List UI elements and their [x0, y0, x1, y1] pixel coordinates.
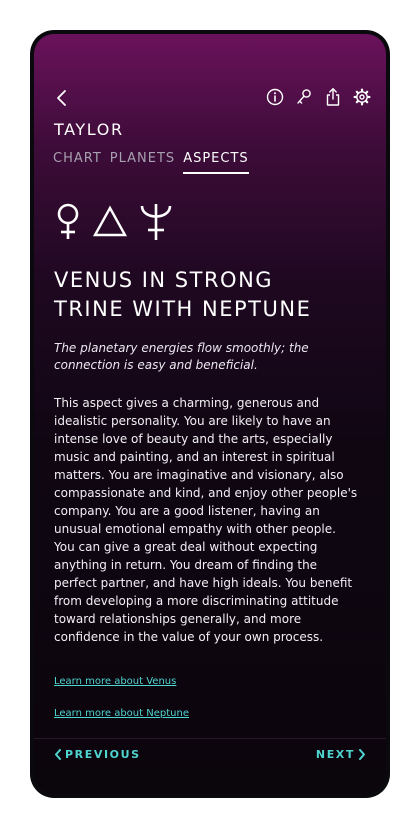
aspect-symbols [54, 200, 174, 244]
aspect-title-line-1: VENUS IN STRONG [54, 268, 274, 292]
learn-more-neptune-link[interactable]: Learn more about Neptune [54, 708, 189, 719]
section-tabs [53, 151, 249, 174]
gear-icon [353, 88, 371, 106]
footer-divider [34, 738, 386, 739]
trine-icon [92, 204, 128, 240]
tab-planets[interactable]: PLANETS [109, 151, 176, 166]
aspect-description: This aspect gives a charming, generous and idealistic personality. You are likely to have an intense love of beauty and the arts, especially music and painting, and an interest in spiritual matters. You are imaginative and visionary, also compassionate and kind, and enjoy other people's company. You are a good listener, having an unusual emotional empathy with other people. You can give a great deal without expecting anything in return. You dream of finding the perfect partner, and have high ideals. You benefit from developing a more discriminating attitude toward relationships generally, and more confidence in the value of your own process. [54, 396, 358, 644]
aspect-detail-screen [34, 34, 386, 794]
key-button[interactable] [294, 86, 314, 108]
share-button[interactable] [323, 86, 343, 108]
tab-chart[interactable]: CHART [53, 151, 102, 166]
chevron-left-icon [54, 88, 72, 108]
previous-button[interactable] [54, 748, 141, 761]
top-actions [265, 86, 372, 108]
back-button[interactable] [54, 88, 72, 108]
next-button[interactable] [316, 748, 366, 761]
top-bar [54, 86, 372, 110]
aspect-subtitle: The planetary energies flow smoothly; the connection is easy and beneficial. [54, 341, 309, 372]
user-name: TAYLOR [54, 120, 124, 139]
share-icon [324, 87, 342, 107]
neptune-icon [138, 202, 174, 242]
aspect-title [54, 266, 354, 324]
chevron-right-icon [358, 749, 366, 760]
phone-frame [30, 30, 390, 798]
tab-aspects[interactable]: ASPECTS [183, 151, 248, 174]
venus-icon [54, 202, 82, 242]
info-icon [266, 88, 284, 106]
aspect-title-line-2: TRINE WITH NEPTUNE [54, 297, 312, 321]
previous-label: PREVIOUS [65, 748, 141, 761]
learn-more-venus-link[interactable]: Learn more about Venus [54, 676, 177, 687]
chevron-left-icon [54, 749, 62, 760]
key-icon [295, 88, 313, 106]
settings-button[interactable] [352, 86, 372, 108]
next-label: NEXT [315, 748, 355, 761]
info-button[interactable] [265, 86, 285, 108]
